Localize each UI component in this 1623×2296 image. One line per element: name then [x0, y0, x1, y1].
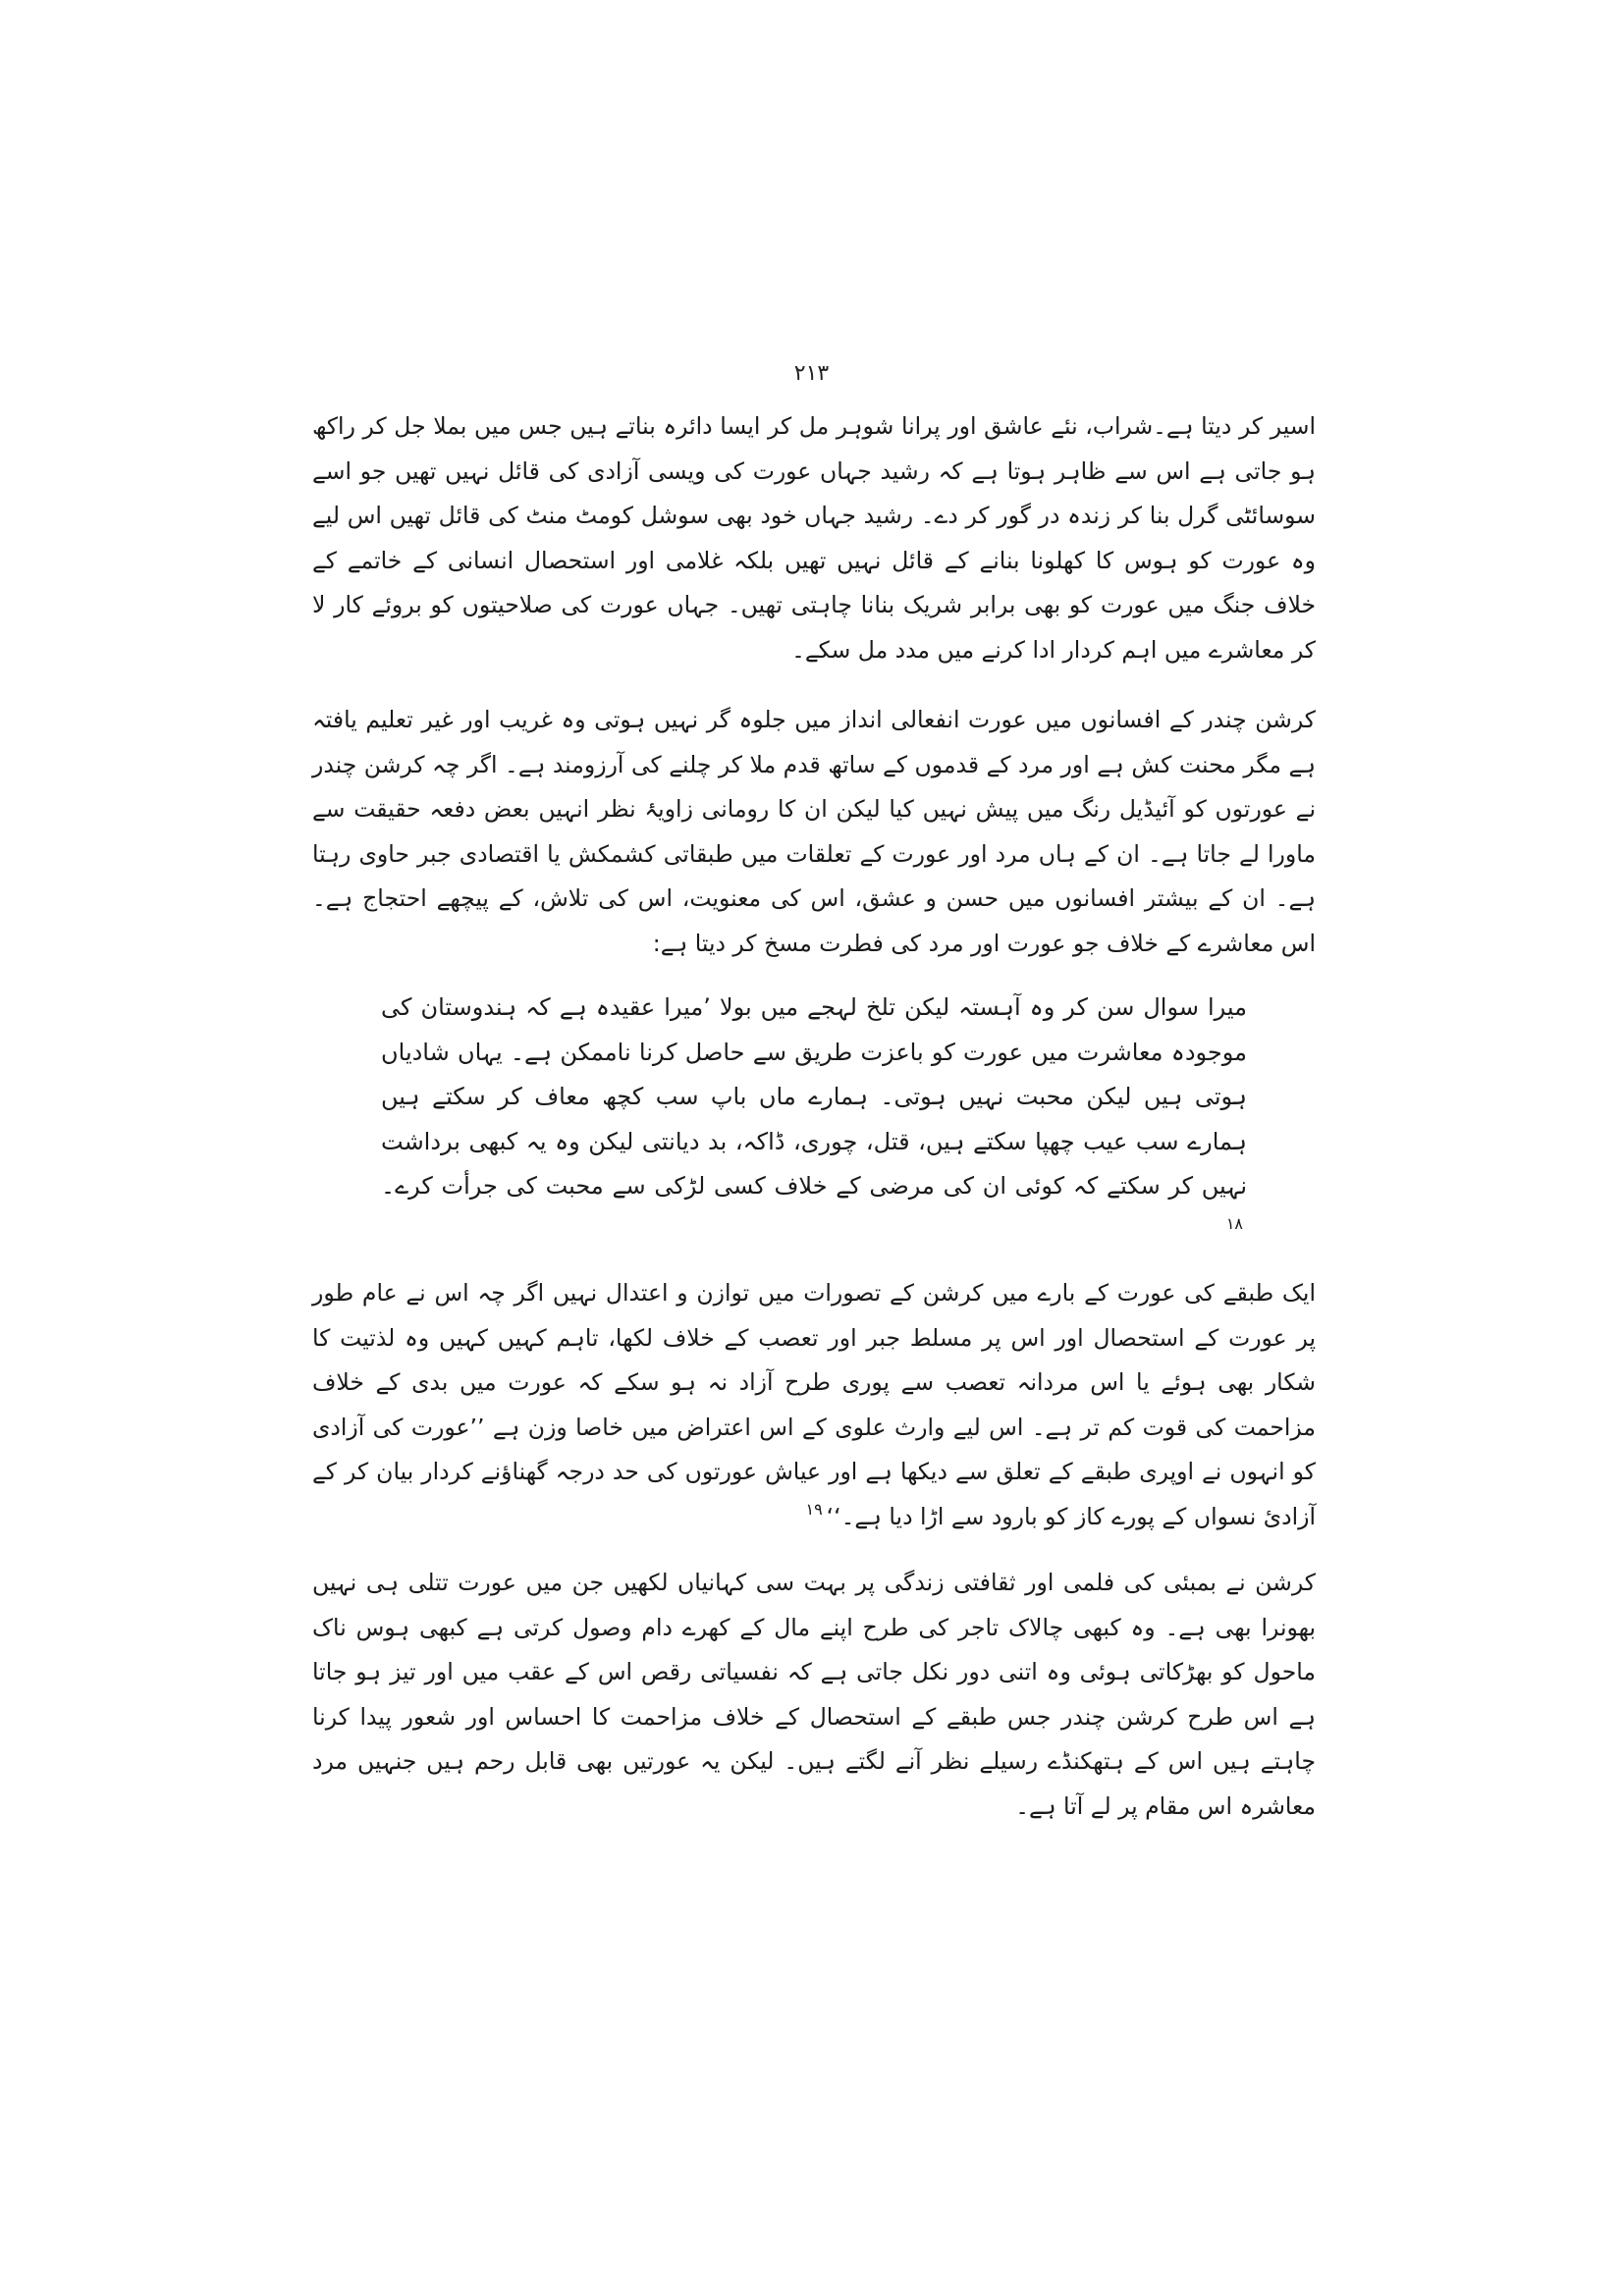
- quote-text: میرا سوال سن کر وہ آہستہ لیکن تلخ لہجے میں بولا ’میرا عقیدہ ہے کہ ہندوستان کی موجودہ معاشرت میں عورت کو باعزت طریق سے حاصل کرنا ناممکن ہے۔ یہاں شادیاں ہوتی ہیں لیکن محبت نہیں ہوتی۔ ہمارے ماں باپ سب کچھ معاف کر سکتے ہیں ہمارے سب عیب چھپا سکتے ہیں، قتل، چوری، ڈاکہ، بد دیانتی لیکن وہ یہ کبھی برداشت نہیں کر سکتے کہ کوئی ان کی مرضی کے خلاف کسی لڑکی سے محبت کی جرأت کرے۔: [381, 993, 1247, 1200]
- body-text: [312, 404, 1316, 1848]
- footnote-ref-18: ۱۸: [1225, 1213, 1243, 1233]
- paragraph-4: کرشن نے بمبئی کی فلمی اور ثقافتی زندگی پر بہت سی کہانیاں لکھیں جن میں عورت تتلی ہی نہیں بھونرا بھی ہے۔ وہ کبھی چالاک تاجر کی طرح اپنے مال کے کھرے دام وصول کرتی ہے کبھی ہوس ناک ماحول کو بھڑکاتی ہوئی وہ اتنی دور نکل جاتی ہے کہ نفسیاتی رقص اس کے عقب میں اور تیز ہو جاتا ہے اس طرح کرشن چندر جس طبقے کے استحصال کے خلاف مزاحمت کا احساس اور شعور پیدا کرنا چاہتے ہیں اس کے ہتھکنڈے رسیلے نظر آنے لگتے ہیں۔ لیکن یہ عورتیں بھی قابل رحم ہیں جنہیں مرد معاشرہ اس مقام پر لے آتا ہے۔: [312, 1569, 1316, 1820]
- paragraph-1: اسیر کر دیتا ہے۔شراب، نئے عاشق اور پرانا شوہر مل کر ایسا دائرہ بناتے ہیں جس میں بملا جل کر راکھ ہو جاتی ہے اس سے ظاہر ہوتا ہے کہ رشید جہاں عورت کی ویسی آزادی کی قائل نہیں تھیں جو اسے سوسائٹی گرل بنا کر زندہ در گور کر دے۔ رشید جہاں خود بھی سوشل کومٹ منٹ کی قائل تھیں اس لیے وہ عورت کو ہوس کا کھلونا بنانے کے قائل نہیں تھیں بلکہ غلامی اور استحصال انسانی کے خاتمے کے خلاف جنگ میں عورت کو بھی برابر شریک بنانا چاہتی تھیں۔ جہاں عورت کی صلاحیتوں کو بروئے کار لا کر معاشرے میں اہم کردار ادا کرنے میں مدد مل سکے۔: [312, 412, 1316, 664]
- paragraph-3-text: ایک طبقے کی عورت کے بارے میں کرشن کے تصورات میں توازن و اعتدال نہیں اگر چہ اس نے عام طور پر عورت کے استحصال اور اس پر مسلط جبر اور تعصب کے خلاف لکھا، تاہم کہیں کہیں وہ لذتیت کا شکار بھی ہوئے یا اس مردانہ تعصب سے پوری طرح آزاد نہ ہو سکے کہ عورت میں بدی کے خلاف مزاحمت کی قوت کم تر ہے۔ اس لیے وارث علوی کے اس اعتراض میں خاصا وزن ہے ’’عورت کی آزادی کو انہوں نے اوپری طبقے کے تعلق سے دیکھا ہے اور عیاش عورتوں کی حد درجہ گھناؤنے کردار بیان کر کے آزادیٔ نسواں کے پورے کاز کو بارود سے اڑا دیا ہے۔‘‘: [312, 1279, 1317, 1530]
- page-number: ۲۱۳: [793, 361, 830, 386]
- footnote-ref-19: ۱۹: [805, 1499, 823, 1519]
- block-quote: [381, 986, 1247, 1255]
- paragraph-3: [312, 1271, 1316, 1541]
- paragraph-2: کرشن چندر کے افسانوں میں عورت انفعالی انداز میں جلوہ گر نہیں ہوتی وہ غریب اور غیر تعلیم یافتہ ہے مگر محنت کش ہے اور مرد کے قدموں کے ساتھ قدم ملا کر چلنے کی آرزومند ہے۔ اگر چہ کرشن چندر نے عورتوں کو آئیڈیل رنگ میں پیش نہیں کیا لیکن ان کا رومانی زاویۂ نظر انہیں بعض دفعہ حقیقت سے ماورا لے جاتا ہے۔ ان کے ہاں مرد اور عورت کے تعلقات میں طبقاتی کشمکش یا اقتصادی جبر حاوی رہتا ہے۔ ان کے بیشتر افسانوں میں حسن و عشق، اس کی معنویت، اس کی تلاش، کے پیچھے احتجاج ہے۔ اس معاشرے کے خلاف جو عورت اور مرد کی فطرت مسخ کر دیتا ہے:: [312, 706, 1316, 957]
